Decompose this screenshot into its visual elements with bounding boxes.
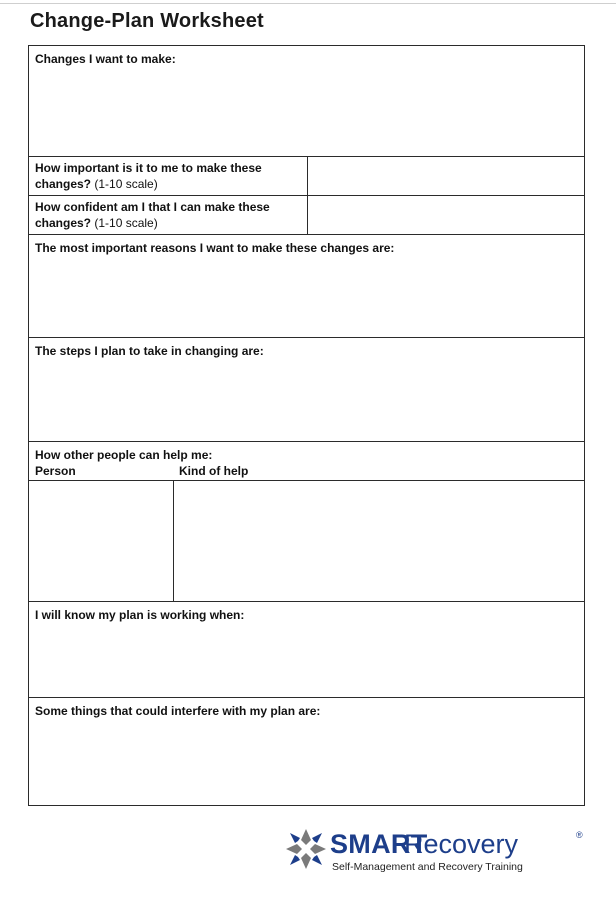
brand-tagline: Self-Management and Recovery Training	[332, 861, 523, 873]
reasons-label: The most important reasons I want to make these changes are:	[35, 241, 395, 255]
brand-light: Recovery	[404, 829, 519, 859]
top-rule	[0, 3, 616, 4]
reasons-section[interactable]	[29, 235, 584, 338]
smart-recovery-star-icon	[284, 827, 328, 871]
importance-scale: (1-10 scale)	[94, 177, 158, 191]
confidence-label	[35, 199, 275, 231]
importance-label	[35, 160, 300, 192]
changes-section[interactable]	[29, 46, 584, 157]
registered-mark: ®	[576, 830, 583, 840]
importance-question-cell	[29, 157, 308, 195]
help-grid	[29, 481, 584, 602]
confidence-question-cell	[29, 196, 308, 234]
worksheet-form	[28, 45, 585, 806]
steps-section[interactable]	[29, 338, 584, 442]
confidence-question: How confident am I that I can make these changes?	[35, 200, 270, 230]
interfere-label: Some things that could interfere with my plan are:	[35, 704, 321, 718]
kind-of-help-column-header: Kind of help	[179, 464, 249, 478]
working-label: I will know my plan is working when:	[35, 608, 245, 622]
brand-bold: SMART	[330, 829, 428, 859]
page-title: Change-Plan Worksheet	[30, 10, 264, 32]
confidence-scale: (1-10 scale)	[94, 216, 158, 230]
kind-of-help-column-field[interactable]	[174, 481, 584, 601]
smart-recovery-logo	[284, 827, 594, 879]
person-column-header: Person	[35, 464, 76, 478]
help-label: How other people can help me:	[35, 448, 213, 462]
interfere-section[interactable]	[29, 698, 584, 805]
importance-row	[29, 157, 584, 196]
help-header-row	[29, 442, 584, 481]
working-section[interactable]	[29, 602, 584, 698]
changes-label: Changes I want to make:	[35, 52, 176, 66]
importance-question: How important is it to me to make these changes?	[35, 161, 262, 191]
confidence-row	[29, 196, 584, 235]
person-column-field[interactable]	[29, 481, 174, 601]
importance-answer-field[interactable]	[308, 157, 584, 195]
steps-label: The steps I plan to take in changing are:	[35, 344, 264, 358]
confidence-answer-field[interactable]	[308, 196, 584, 234]
